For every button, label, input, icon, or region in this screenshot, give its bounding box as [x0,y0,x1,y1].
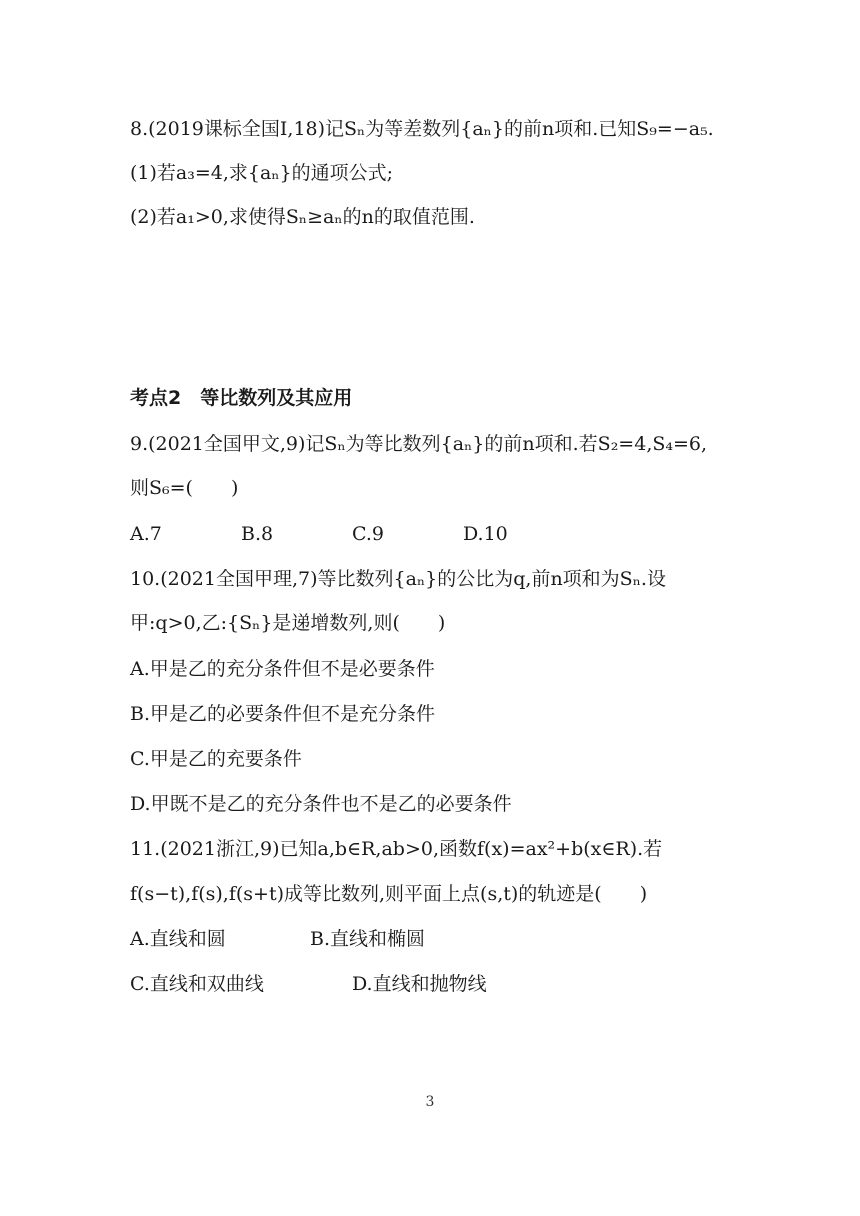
q11-option-a: A.直线和圆 [130,928,226,950]
q11-option-c: C.直线和双曲线 [130,973,264,995]
q9-option-d: D.10 [463,523,508,545]
q10-option-b: B.甲是乙的必要条件但不是充分条件 [130,703,436,725]
q10-option-c: C.甲是乙的充要条件 [130,748,302,770]
q8-stem: 8.(2019课标全国Ⅰ,18)记Sₙ为等差数列{aₙ}的前n项和.已知S₉=−a₅. [130,118,714,140]
q10-stem: 10.(2021全国甲理,7)等比数列{aₙ}的公比为q,前n项和为Sₙ.设 [130,568,666,590]
q11-option-b: B.直线和椭圆 [310,928,426,950]
q9-option-c: C.9 [352,523,384,545]
q9-option-b: B.8 [241,523,274,545]
q10-option-a: A.甲是乙的充分条件但不是必要条件 [130,658,435,680]
q11-stem: 11.(2021浙江,9)已知a,b∈R,ab>0,函数f(x)=ax²+b(x∈R).若 [130,838,663,860]
q8-part2: (2)若a₁>0,求使得Sₙ≥aₙ的n的取值范围. [130,206,475,228]
q9-option-a: A.7 [130,523,162,545]
q9-stem-cont: 则S₆=( ) [130,477,239,499]
q10-stem-cont: 甲:q>0,乙:{Sₙ}是递增数列,则( ) [130,612,446,634]
section-heading: 考点2 等比数列及其应用 [130,387,353,409]
q11-stem-cont: f(s−t),f(s),f(s+t)成等比数列,则平面上点(s,t)的轨迹是( ) [130,883,648,905]
q10-option-d: D.甲既不是乙的充分条件也不是乙的必要条件 [130,793,512,815]
q11-option-d: D.直线和抛物线 [352,973,487,995]
page-number: 3 [425,1094,435,1110]
q9-stem: 9.(2021全国甲文,9)记Sₙ为等比数列{aₙ}的前n项和.若S₂=4,S₄=6, [130,433,708,455]
q8-part1: (1)若a₃=4,求{aₙ}的通项公式; [130,162,394,184]
